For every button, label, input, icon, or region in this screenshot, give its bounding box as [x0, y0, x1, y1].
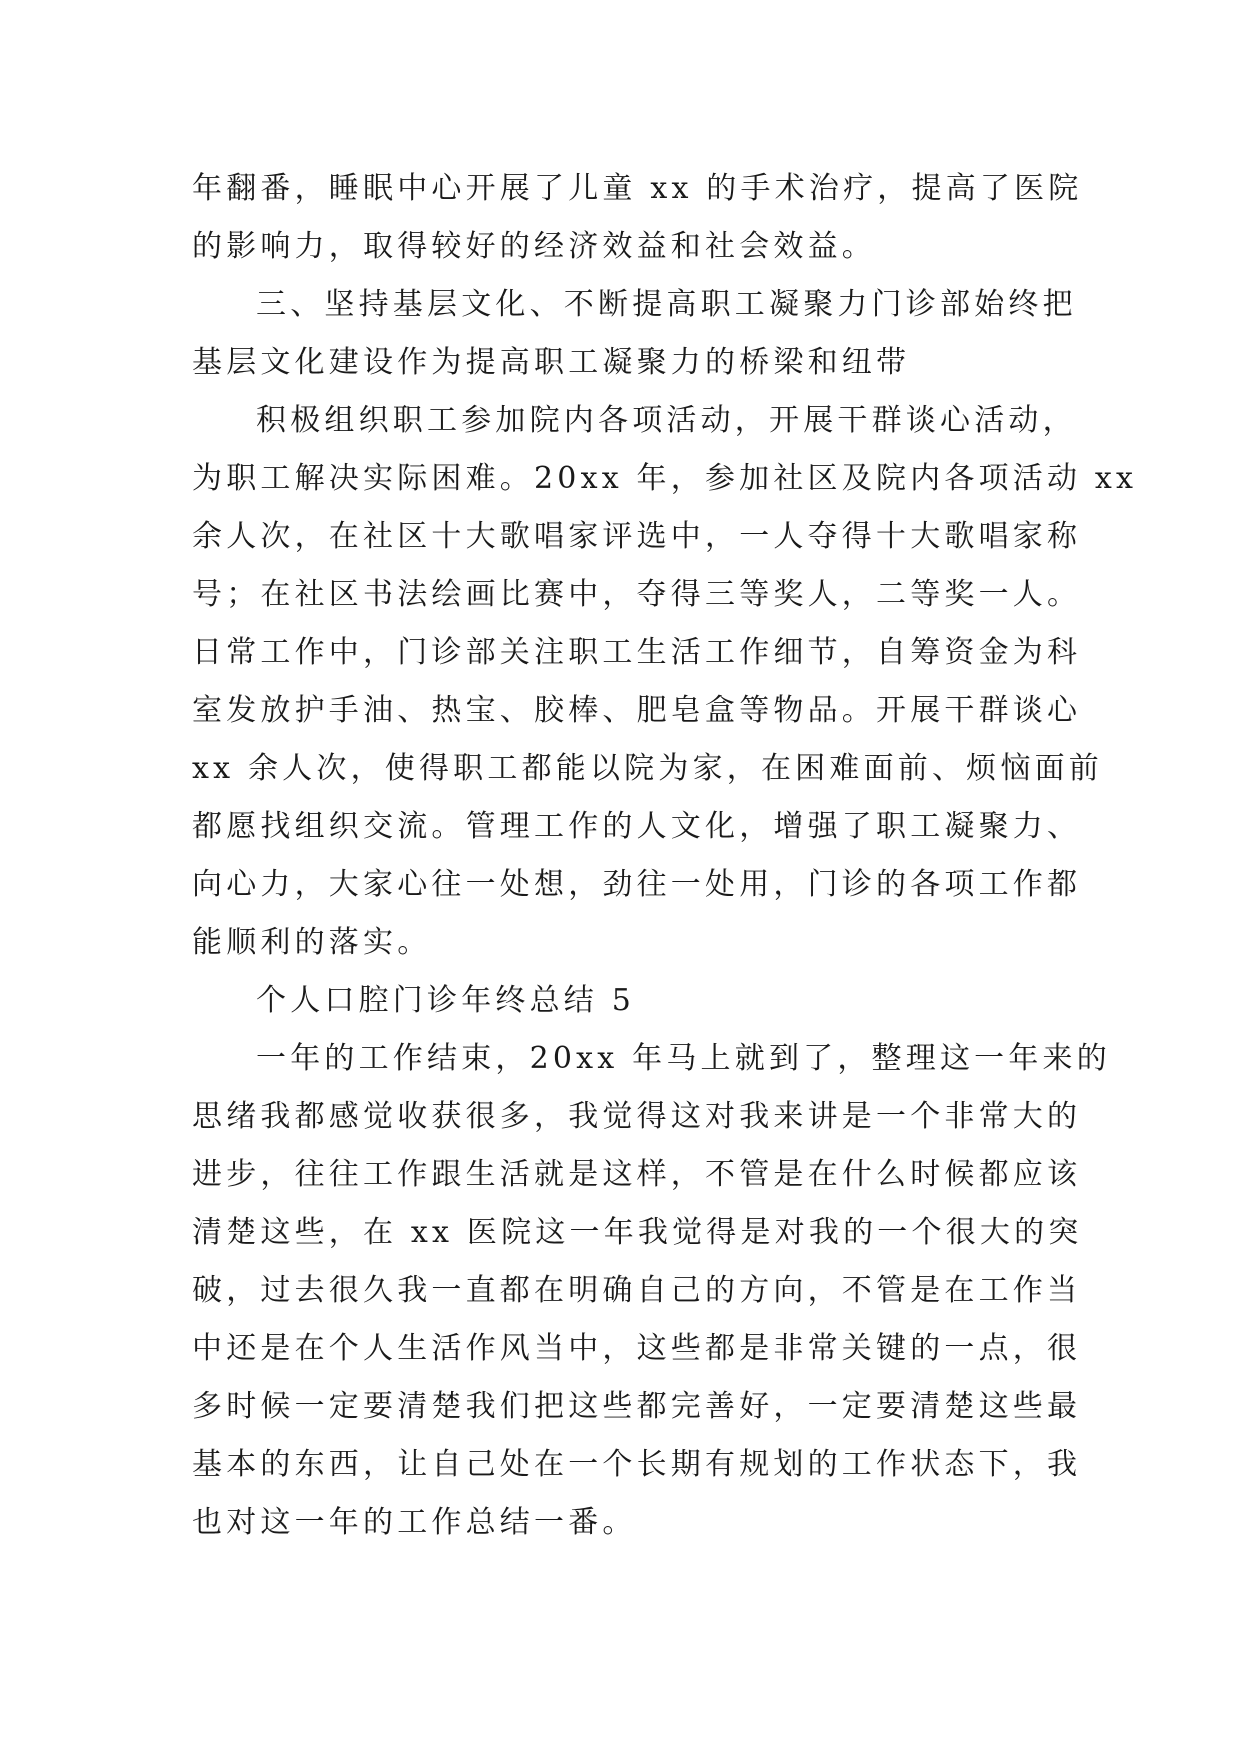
text-line: 思绪我都感觉收获很多，我觉得这对我来讲是一个非常大的: [192, 1099, 1082, 1134]
text-line: 中还是在个人生活作风当中，这些都是非常关键的一点，很: [192, 1331, 1082, 1366]
text-line: 破，过去很久我一直都在明确自己的方向，不管是在工作当: [192, 1273, 1082, 1308]
text-line: 年翻番，睡眠中心开展了儿童 xx 的手术治疗，提高了医院: [192, 171, 1083, 206]
text-line: 能顺利的落实。: [192, 925, 432, 960]
text-line: 日常工作中，门诊部关注职工生活工作细节，自筹资金为科: [192, 635, 1082, 670]
text-line: 号；在社区书法绘画比赛中，夺得三等奖人，二等奖一人。: [192, 577, 1082, 612]
text-line: 一年的工作结束，20xx 年马上就到了，整理这一年来的: [256, 1041, 1111, 1076]
section-heading-line: 三、坚持基层文化、不断提高职工凝聚力门诊部始终把: [256, 287, 1077, 322]
text-line: 多时候一定要清楚我们把这些都完善好，一定要清楚这些最: [192, 1389, 1082, 1424]
text-line: 向心力，大家心往一处想，劲往一处用，门诊的各项工作都: [192, 867, 1082, 902]
text-line: 的影响力，取得较好的经济效益和社会效益。: [192, 229, 876, 264]
text-line: 积极组织职工参加院内各项活动，开展干群谈心活动，: [256, 403, 1077, 438]
text-line: 都愿找组织交流。管理工作的人文化，增强了职工凝聚力、: [192, 809, 1082, 844]
text-line: xx 余人次，使得职工都能以院为家，在困难面前、烦恼面前: [192, 751, 1103, 786]
text-line: 清楚这些，在 xx 医院这一年我觉得是对我的一个很大的突: [192, 1215, 1083, 1250]
section-heading-line: 基层文化建设作为提高职工凝聚力的桥梁和纽带: [192, 345, 911, 380]
text-line: 余人次，在社区十大歌唱家评选中，一人夺得十大歌唱家称: [192, 519, 1082, 554]
text-line: 为职工解决实际困难。20xx 年，参加社区及院内各项活动 xx: [192, 461, 1138, 496]
text-line: 室发放护手油、热宝、胶棒、肥皂盒等物品。开展干群谈心: [192, 693, 1082, 728]
text-line: 进步，往往工作跟生活就是这样，不管是在什么时候都应该: [192, 1157, 1082, 1192]
text-line: 基本的东西，让自己处在一个长期有规划的工作状态下，我: [192, 1447, 1082, 1482]
document-title: 个人口腔门诊年终总结 5: [256, 983, 636, 1018]
document-body: [192, 160, 1138, 1552]
text-line: 也对这一年的工作总结一番。: [192, 1505, 637, 1540]
